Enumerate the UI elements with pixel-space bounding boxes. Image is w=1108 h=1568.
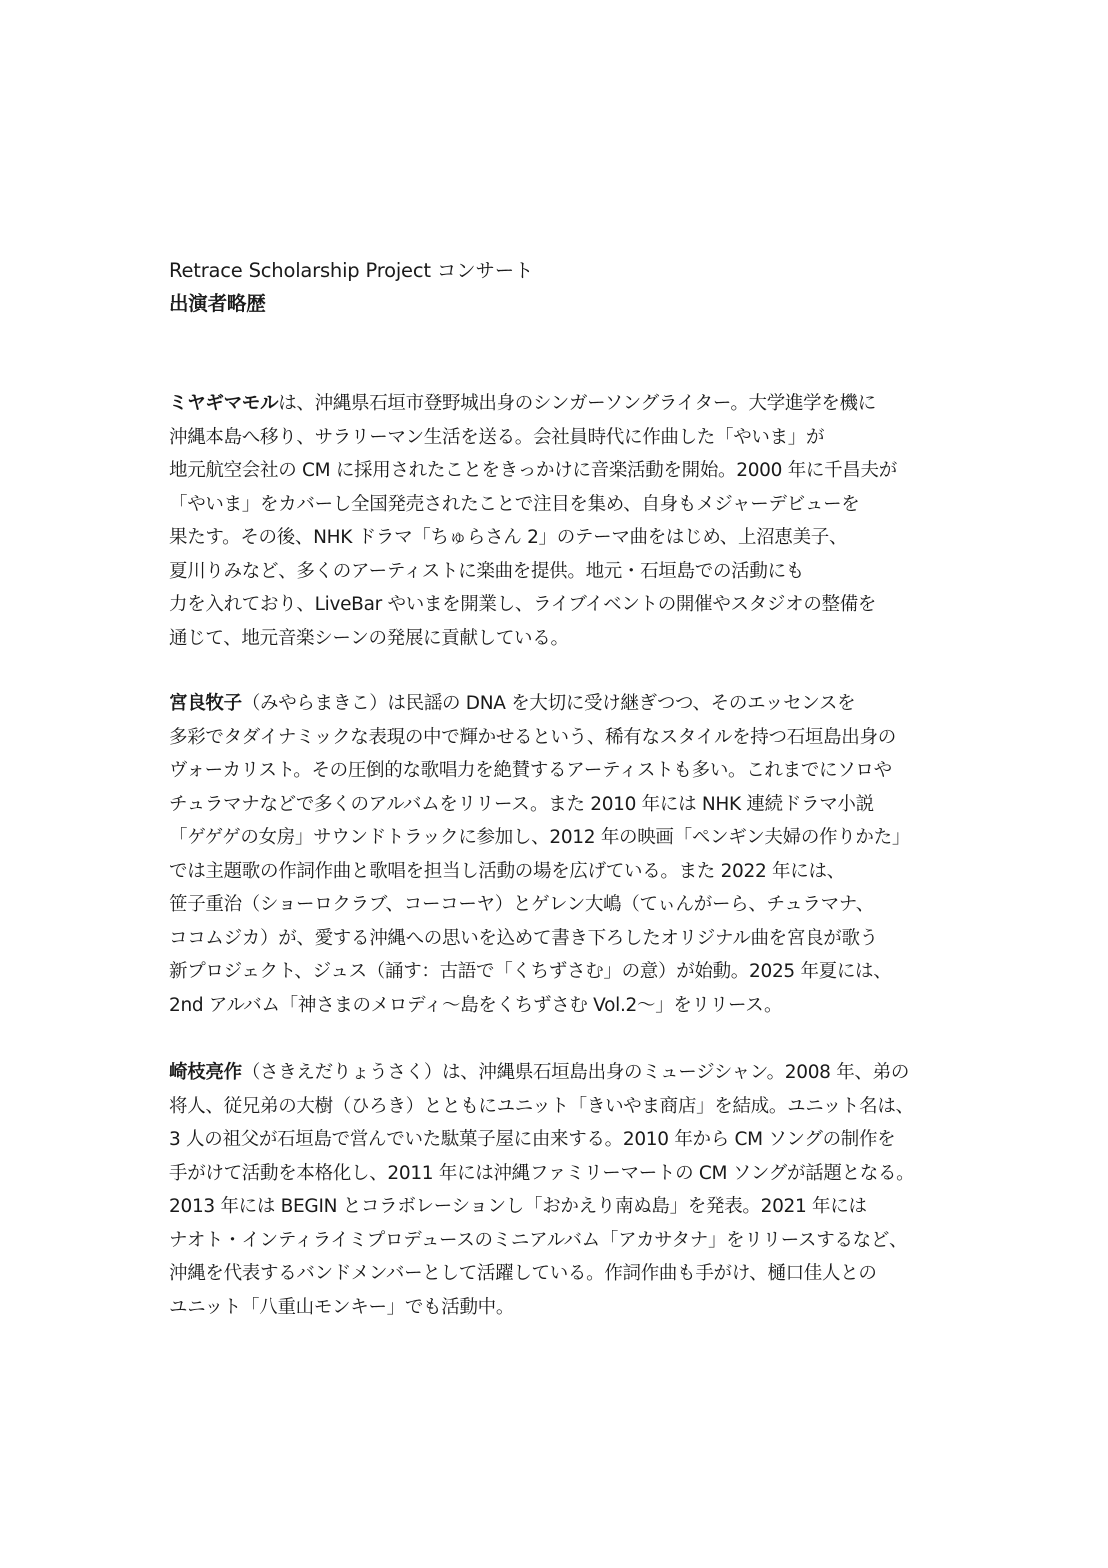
document-header <box>169 254 999 320</box>
bio-line: 果たす。その後、NHK ドラマ「ちゅらさん 2」のテーマ曲をはじめ、上沼恵美子、 <box>169 527 848 548</box>
bio-line: 夏川りみなど、多くのアーティストに楽曲を提供。地元・石垣島での活動にも <box>169 560 804 582</box>
performer-name: ミヤギマモル <box>169 393 279 414</box>
bio-line: 2013 年には BEGIN とコラボレーションし「おかえり南ぬ島」を発表。2021 年には <box>169 1196 867 1217</box>
bio-line: ユニット「八重山モンキー」でも活動中。 <box>169 1296 515 1318</box>
bio-line <box>169 387 897 421</box>
bio-text: は、沖縄県石垣市登野城出身のシンガーソングライター。大学進学を機に <box>278 393 876 414</box>
bio-line: 2nd アルバム「神さまのメロディ～島をくちずさむ Vol.2～」をリリース。 <box>169 994 783 1016</box>
bio-section-sakieda-ryosaku <box>169 1056 914 1324</box>
bio-line <box>169 687 910 721</box>
bio-line: 将人、従兄弟の大樹（ひろき）とともにユニット「きいやま商店」を結成。ユニット名は、 <box>169 1095 914 1117</box>
performer-name: 崎枝亮作 <box>169 1062 242 1083</box>
bio-line: 地元航空会社の CM に採用されたことをきっかけに音楽活動を開始。2000 年に千昌夫が <box>169 460 897 481</box>
bio-line: 「ゲゲゲの女房」サウンドトラックに参加し、2012 年の映画「ペンギン夫婦の作りかた」 <box>169 827 911 848</box>
bio-line: 多彩でタダイナミックな表現の中で輝かせるという、稀有なスタイルを持つ石垣島出身の <box>169 726 896 748</box>
bio-line: 新プロジェクト、ジュス（誦す：古語で「くちずさむ」の意）が始動。2025 年夏には、 <box>169 961 892 982</box>
document-title: Retrace Scholarship Project コンサート <box>169 259 534 282</box>
bio-line: 力を入れており、LiveBar やいまを開業し、ライブイベントの開催やスタジオの整備を <box>169 594 877 615</box>
bio-line: ヴォーカリスト。その圧倒的な歌唱力を絶賛するアーティストも多い。これまでにソロや <box>169 760 892 781</box>
bio-line: ココムジカ）が、愛する沖縄への思いを込めて書き下ろしたオリジナル曲を宮良が歌う <box>169 927 878 949</box>
bio-line: チュラマナなどで多くのアルバムをリリース。また 2010 年には NHK 連続ドラマ小説 <box>169 793 874 815</box>
bio-section-miyagi-mamoru <box>169 387 897 655</box>
document-subtitle: 出演者略歴 <box>169 292 266 315</box>
performer-name: 宮良牧子 <box>169 693 242 714</box>
bio-line: 手がけて活動を本格化し、2011 年には沖縄ファミリーマートの CM ソングが話題となる。 <box>169 1162 915 1184</box>
bio-text: （みやらまきこ）は民謡の DNA を大切に受け継ぎつつ、そのエッセンスを <box>241 693 856 714</box>
bio-line <box>169 1056 914 1090</box>
bio-line: ナオト・インティライミプロデュースのミニアルバム「アカサタナ」をリリースするなど、 <box>169 1229 908 1251</box>
bio-line: 通じて、地元音楽シーンの発展に貢献している。 <box>169 627 569 649</box>
bio-line: 沖縄本島へ移り、サラリーマン生活を送る。会社員時代に作曲した「やいま」が <box>169 426 825 448</box>
bio-line: では主題歌の作詞作曲と歌唱を担当し活動の場を広げている。また 2022 年には、 <box>169 860 845 882</box>
bio-text: （さきえだりょうさく）は、沖縄県石垣島出身のミュージシャン。2008 年、弟の <box>241 1062 910 1083</box>
bio-section-miyara-makiko <box>169 687 910 1022</box>
bio-line: 笹子重治（ショーロクラブ、コーコーヤ）とゲレン大嶋（てぃんがーら、チュラマナ、 <box>169 894 874 915</box>
bio-line: 「やいま」をカバーし全国発売されたことで注目を集め、自身もメジャーデビューを <box>169 493 860 515</box>
document-page <box>169 254 999 1318</box>
bio-line: 3 人の祖父が石垣島で営んでいた駄菓子屋に由来する。2010 年から CM ソングの制作を <box>169 1129 896 1150</box>
bio-line: 沖縄を代表するバンドメンバーとして活躍している。作詞作曲も手がけ、樋口佳人との <box>169 1263 877 1284</box>
